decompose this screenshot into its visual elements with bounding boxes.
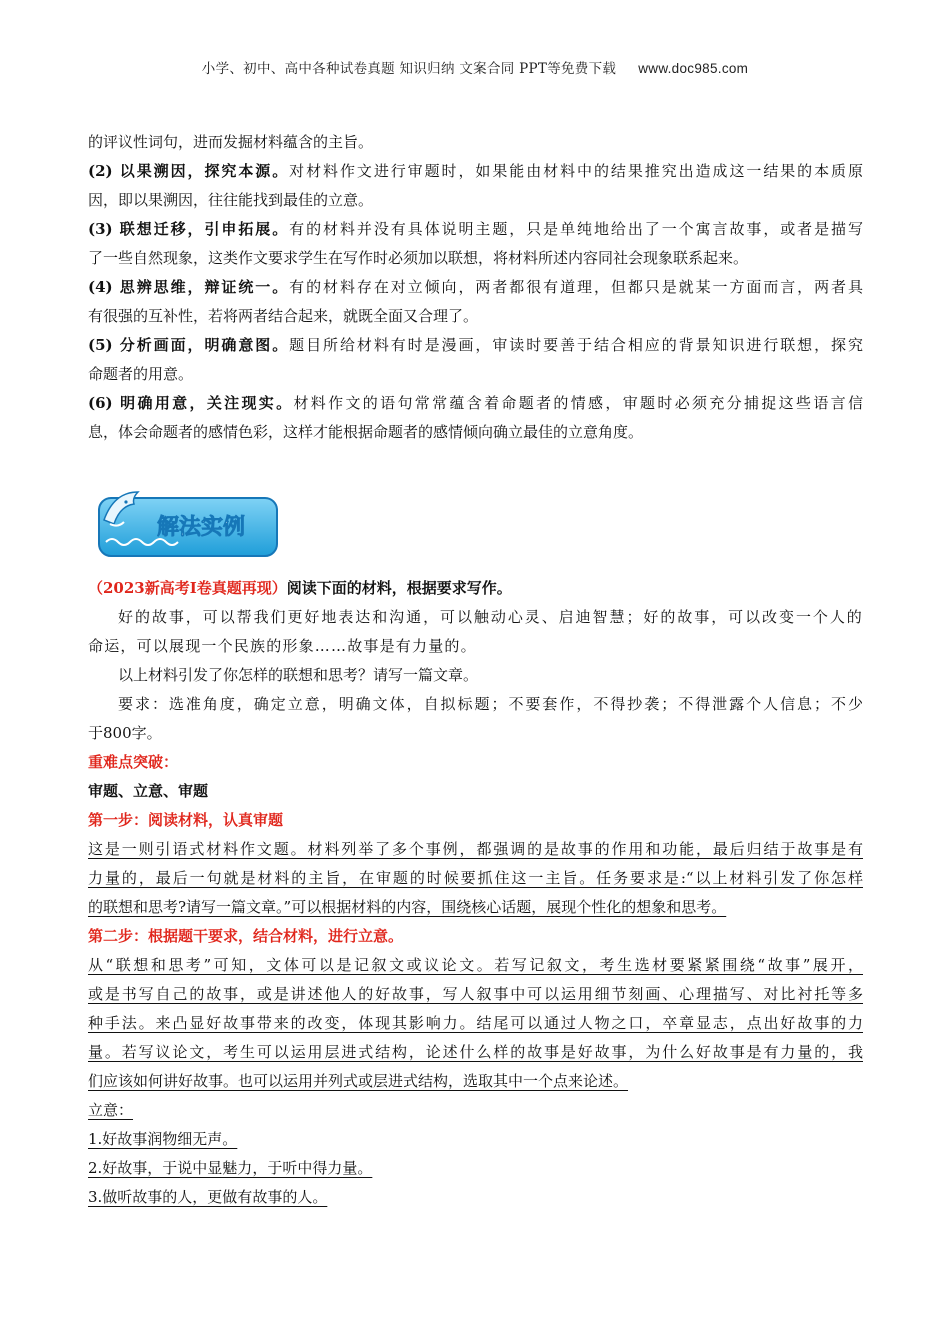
step2-line: 们应该如何讲好故事。也可以运用并列式或层进式结构，选取其中一个点来论述。 (88, 1072, 629, 1090)
method-text: 有的材料并没有具体说明主题，只是单纯地给出了一个寓言故事，或者是描写 (289, 220, 863, 238)
step2-line: 种手法。来凸显好故事带来的改变，体现其影响力。结尾可以通过人物之口，卒章显志，点出好故事的力 (88, 1014, 863, 1032)
step1-title: 第一步：阅读材料，认真审题 (88, 811, 284, 829)
method-text: 因，即以果溯因，往往能找到最佳的立意。 (88, 191, 374, 209)
method-title: (3) 联想迁移，引申拓展。 (88, 220, 290, 238)
step1-line: 这是一则引语式材料作文题。材料列举了多个事例，都强调的是故事的作用和功能，最后归结于故事是有 (88, 840, 863, 858)
method-title: (4) 思辨思维，辩证统一。 (88, 278, 290, 296)
method-title: (5) 分析画面，明确意图。 (88, 336, 290, 354)
idea-item: 3.做听故事的人，更做有故事的人。 (88, 1188, 328, 1206)
method-text: 材料作文的语句常常蕴含着命题者的情感，审题时必须充分捕捉这些语言信 (293, 394, 863, 412)
example-section (88, 574, 863, 1212)
method-2 (88, 157, 863, 215)
idea-item: 2.好故事，于说中显魅力，于听中得力量。 (88, 1159, 373, 1177)
step2-title: 第二步：根据题干要求，结合材料，进行立意。 (88, 927, 404, 945)
question-prompt: 阅读下面的材料，根据要求写作。 (286, 579, 512, 597)
requirements-line: 于800字。 (88, 724, 162, 742)
material-line: 好的故事，可以帮我们更好地表达和沟通，可以触动心灵、启迪智慧；好的故事，可以改变一个人的 (118, 608, 863, 626)
dolphin-banner-icon (96, 480, 282, 560)
header-text: 小学、初中、高中各种试卷真题 知识归纳 文案合同 PPT等免费下载 (201, 61, 617, 77)
method-text: 息，体会命题者的感情色彩，这样才能根据命题者的感情倾向确立最佳的立意角度。 (88, 423, 644, 441)
method-text: 题目所给材料有时是漫画，审读时要善于结合相应的背景知识进行联想，探究 (289, 336, 863, 354)
method-text: 有很强的互补性，若将两者结合起来，就既全面又合理了。 (88, 307, 479, 325)
method-title: (2) 以果溯因，探究本源。 (88, 162, 290, 180)
step1-line: 力量的，最后一句就是材料的主旨，在审题的时候要抓住这一主旨。任务要求是:“以上材料引发了你怎样 (88, 869, 863, 887)
method-title: (6) 明确用意，关注现实。 (88, 394, 294, 412)
header-url[interactable]: www.doc985.com (638, 61, 749, 76)
method-6 (88, 389, 863, 447)
question-ask: 以上材料引发了你怎样的联想和思考？请写一篇文章。 (118, 666, 479, 684)
page-header (0, 57, 950, 77)
document-body (88, 128, 863, 447)
analysis-heading: 重难点突破： (88, 753, 179, 771)
step2-line: 或是书写自己的故事，或是讲述他人的好故事，写人叙事中可以运用细节刻画、心理描写、对比衬托等多 (88, 985, 863, 1003)
idea-item: 1.好故事润物细无声。 (88, 1130, 238, 1148)
analysis-subheading: 审题、立意、审题 (88, 782, 209, 800)
banner-label: 解法实例 (156, 515, 246, 540)
step1-line: 的联想和思考?请写一篇文章。”可以根据材料的内容，围绕核心话题，展现个性化的想象和思考。 (88, 898, 727, 916)
method-text: 对材料作文进行审题时，如果能由材料中的结果推究出造成这一结果的本质原 (289, 162, 863, 180)
method-text: 命题者的用意。 (88, 365, 194, 383)
material-line: 命运，可以展现一个民族的形象……故事是有力量的。 (88, 637, 477, 655)
step2-line: 量。若写议论文，考生可以运用层进式结构，论述什么样的故事是好故事，为什么好故事是有力量的，我 (88, 1043, 863, 1061)
method-4 (88, 273, 863, 331)
question-source: （2023新高考Ⅰ卷真题再现） (88, 579, 287, 597)
method-text: 了一些自然现象，这类作文要求学生在写作时必须加以联想，将材料所述内容同社会现象联系起来。 (88, 249, 749, 267)
method-text: 有的材料存在对立倾向，两者都很有道理，但都只是就某一方面而言，两者具 (289, 278, 863, 296)
step2-line: 从“联想和思考”可知，文体可以是记叙文或议论文。若写记叙文，考生选材要紧紧围绕“故事”展开， (88, 956, 863, 974)
solution-example-banner (96, 480, 282, 560)
paragraph-line: 的评议性词句，进而发掘材料蕴含的主旨。 (88, 133, 374, 151)
ideas-label: 立意： (88, 1101, 134, 1119)
method-3 (88, 215, 863, 273)
method-5 (88, 331, 863, 389)
requirements-line: 要求：选准角度，确定立意，明确文体，自拟标题；不要套作，不得抄袭；不得泄露个人信息；不少 (118, 695, 863, 713)
